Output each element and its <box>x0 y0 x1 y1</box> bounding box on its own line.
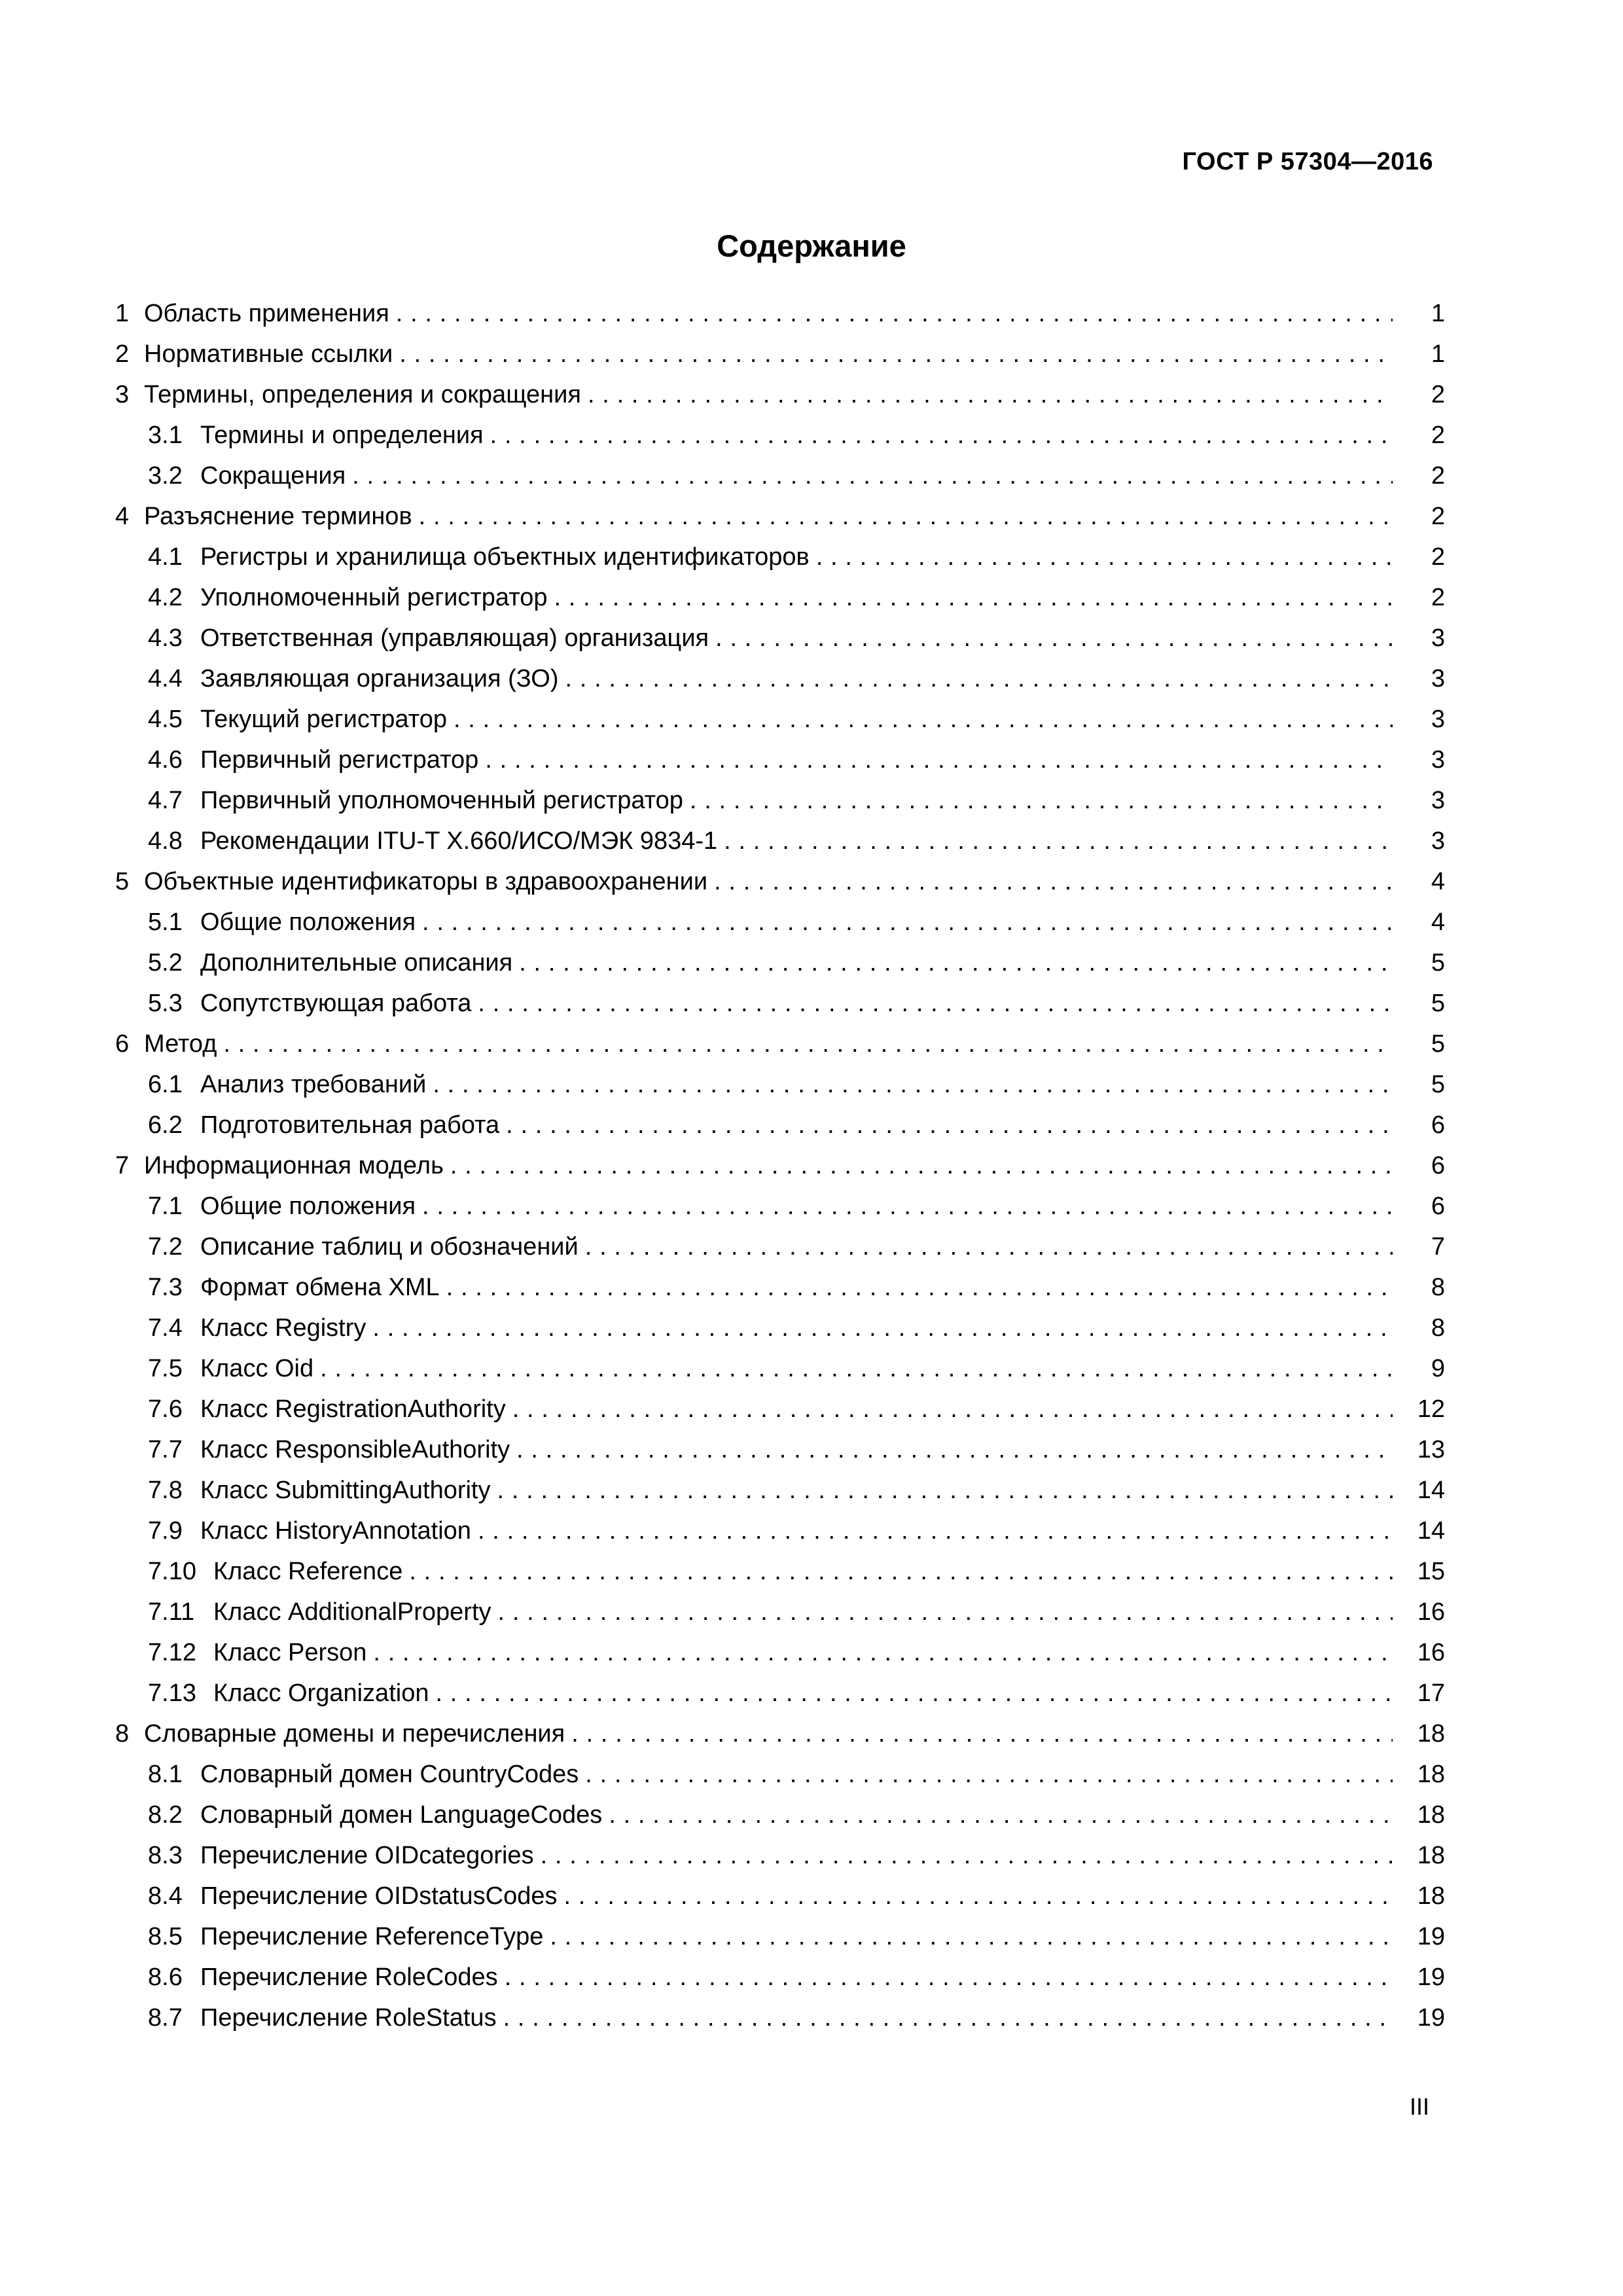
toc-entry-title: Общие положения <box>200 1193 416 1220</box>
toc-entry[interactable] <box>115 618 1445 658</box>
toc-entry-page: 7 <box>1393 1227 1445 1267</box>
toc-entry-title: Область применения <box>144 300 389 327</box>
toc-entry-page: 19 <box>1393 1916 1445 1957</box>
toc-entry-page: 3 <box>1393 740 1445 780</box>
toc-entry-number: 7.11 <box>148 1598 195 1626</box>
toc-entry-number: 4.3 <box>148 624 183 652</box>
toc-entry-number: 7.3 <box>148 1274 183 1301</box>
toc-entry-number: 7.12 <box>148 1639 196 1666</box>
page-title: Содержание <box>717 228 906 263</box>
toc-entry-leader <box>115 658 1393 699</box>
toc-entry[interactable] <box>115 780 1445 821</box>
toc-entry-leader <box>115 1957 1393 1998</box>
toc-entry-leader <box>115 415 1393 456</box>
toc-entry-number: 8.5 <box>148 1923 183 1950</box>
toc-entry-page: 18 <box>1393 1795 1445 1835</box>
toc-entry[interactable] <box>115 415 1445 456</box>
toc-entry-number: 8.2 <box>148 1801 183 1829</box>
toc-entry[interactable] <box>115 496 1445 537</box>
toc-entry-page: 14 <box>1393 1511 1445 1551</box>
toc-entry-title: Термины и определения <box>200 422 484 449</box>
toc-entry-title: Описание таблиц и обозначений <box>200 1233 579 1261</box>
toc-entry-leader <box>115 821 1393 861</box>
toc-entry-leader <box>115 1145 1393 1186</box>
toc-entry-title: Объектные идентификаторы в здравоохранении <box>144 868 708 895</box>
toc-entry[interactable] <box>115 983 1445 1024</box>
toc-entry-number: 6.2 <box>148 1111 183 1139</box>
toc-entry-page: 4 <box>1393 902 1445 942</box>
toc-entry-number: 4 <box>115 503 130 530</box>
toc-entry-title: Класс Reference <box>213 1558 403 1585</box>
toc-entry-leader <box>115 1429 1393 1470</box>
toc-entry[interactable] <box>115 1713 1445 1754</box>
toc-entry-title: Словарный домен LanguageCodes <box>200 1801 603 1829</box>
toc-entry-title: Перечисление OIDstatusCodes <box>200 1882 558 1910</box>
toc-entry-page: 4 <box>1393 861 1445 902</box>
toc-entry[interactable] <box>115 1470 1445 1511</box>
toc-entry-page: 1 <box>1393 293 1445 334</box>
toc-entry-number: 4.6 <box>148 746 183 774</box>
toc-entry-title: Словарный домен CountryCodes <box>200 1761 579 1788</box>
toc-entry-leader <box>115 618 1393 658</box>
toc-entry-title: Подготовительная работа <box>200 1111 500 1139</box>
toc-entry-number: 3.2 <box>148 462 183 490</box>
toc-entry-page: 12 <box>1393 1389 1445 1429</box>
toc-entry-number: 7.2 <box>148 1233 183 1261</box>
toc-entry[interactable] <box>115 902 1445 942</box>
toc-entry[interactable] <box>115 1145 1445 1186</box>
toc-entry-page: 2 <box>1393 374 1445 415</box>
toc-entry-title: Класс RegistrationAuthority <box>200 1395 506 1423</box>
toc-entry-page: 5 <box>1393 1024 1445 1064</box>
toc-entry-title: Уполномоченный регистратор <box>200 584 548 611</box>
toc-entry-page: 16 <box>1393 1632 1445 1673</box>
toc-entry-number: 3 <box>115 381 130 408</box>
toc-entry-title: Перечисление RoleCodes <box>200 1964 498 1991</box>
toc-entry-leader <box>115 496 1393 537</box>
toc-entry-leader <box>115 293 1393 334</box>
toc-entry-title: Перечисление RoleStatus <box>200 2004 497 2032</box>
toc-entry-number: 5.3 <box>148 990 183 1017</box>
toc-entry[interactable] <box>115 1429 1445 1470</box>
toc-entry-number: 8.1 <box>148 1761 183 1788</box>
toc-entry-title: Класс Registry <box>200 1314 366 1342</box>
toc-entry-leader <box>115 577 1393 618</box>
toc-entry-leader <box>115 1064 1393 1105</box>
toc-entry[interactable] <box>115 1267 1445 1308</box>
toc-entry-title: Класс HistoryAnnotation <box>200 1517 471 1545</box>
toc-entry-leader <box>115 1308 1393 1348</box>
toc-entry-title: Сокращения <box>200 462 346 490</box>
toc-entry-number: 4.4 <box>148 665 183 692</box>
toc-entry-page: 9 <box>1393 1348 1445 1389</box>
toc-entry-page: 2 <box>1393 577 1445 618</box>
toc-entry-page: 18 <box>1393 1713 1445 1754</box>
toc-entry[interactable] <box>115 1348 1445 1389</box>
toc-entry-page: 6 <box>1393 1105 1445 1145</box>
toc-entry-page: 16 <box>1393 1592 1445 1632</box>
toc-entry[interactable] <box>115 1673 1445 1713</box>
toc-entry[interactable] <box>115 1754 1445 1795</box>
toc-entry-title: Рекомендации ITU-T X.660/ИСО/МЭК 9834-1 <box>200 827 718 855</box>
toc-entry-title: Класс Organization <box>213 1679 429 1707</box>
toc-entry-number: 7.10 <box>148 1558 196 1585</box>
toc-entry-number: 7.4 <box>148 1314 183 1342</box>
toc-entry[interactable] <box>115 1227 1445 1267</box>
toc-entry-leader <box>115 861 1393 902</box>
page-number: III <box>1409 2093 1429 2120</box>
toc-entry-leader <box>115 456 1393 496</box>
toc-entry[interactable] <box>115 1511 1445 1551</box>
toc-entry-page: 14 <box>1393 1470 1445 1511</box>
toc-entry-number: 2 <box>115 340 130 368</box>
toc-entry-leader <box>115 1024 1393 1064</box>
toc-entry[interactable] <box>115 1551 1445 1592</box>
toc-entry-leader <box>115 942 1393 983</box>
toc-entry-number: 8.3 <box>148 1842 183 1869</box>
toc-entry[interactable] <box>115 456 1445 496</box>
toc-entry-page: 2 <box>1393 496 1445 537</box>
toc-entry-page: 18 <box>1393 1754 1445 1795</box>
toc-entry-title: Регистры и хранилища объектных идентификаторов <box>200 543 810 571</box>
toc-entry[interactable] <box>115 1389 1445 1429</box>
toc-entry-title: Термины, определения и сокращения <box>144 381 581 408</box>
toc-entry-page: 6 <box>1393 1186 1445 1227</box>
toc-entry-number: 7.1 <box>148 1193 183 1220</box>
toc-entry-number: 5 <box>115 868 130 895</box>
toc-entry[interactable] <box>115 658 1445 699</box>
toc-entry-title: Класс Oid <box>200 1355 314 1382</box>
toc-entry[interactable] <box>115 1105 1445 1145</box>
toc-entry[interactable] <box>115 1064 1445 1105</box>
toc-entry-page: 5 <box>1393 983 1445 1024</box>
toc-entry-page: 6 <box>1393 1145 1445 1186</box>
toc-entry-title: Ответственная (управляющая) организация <box>200 624 709 652</box>
toc-entry-leader <box>115 1511 1393 1551</box>
toc-entry-leader <box>115 699 1393 740</box>
toc-entry-leader <box>115 1348 1393 1389</box>
toc-entry-leader <box>115 740 1393 780</box>
toc-entry-leader <box>115 537 1393 577</box>
toc-entry-number: 7.9 <box>148 1517 183 1545</box>
toc-entry-leader <box>115 1389 1393 1429</box>
toc-entry[interactable] <box>115 699 1445 740</box>
toc-entry[interactable] <box>115 740 1445 780</box>
toc-entry-title: Нормативные ссылки <box>144 340 393 368</box>
toc-entry-number: 7.5 <box>148 1355 183 1382</box>
toc-entry-title: Разъяснение терминов <box>144 503 412 530</box>
toc-entry-number: 8.7 <box>148 2004 183 2032</box>
toc-entry-number: 5.1 <box>148 908 183 936</box>
toc-entry-page: 5 <box>1393 1064 1445 1105</box>
toc-entry-title: Первичный уполномоченный регистратор <box>200 787 683 814</box>
toc-entry-page: 17 <box>1393 1673 1445 1713</box>
toc-entry-title: Анализ требований <box>200 1071 427 1098</box>
toc-entry-leader <box>115 334 1393 374</box>
table-of-contents <box>115 293 1445 2038</box>
toc-entry[interactable] <box>115 577 1445 618</box>
toc-entry-page: 18 <box>1393 1876 1445 1916</box>
toc-entry[interactable] <box>115 1308 1445 1348</box>
toc-entry-title: Перечисление OIDcategories <box>200 1842 534 1869</box>
toc-entry-leader <box>115 1754 1393 1795</box>
toc-entry-leader <box>115 374 1393 415</box>
toc-entry-title: Класс Person <box>213 1639 367 1666</box>
toc-entry-title: Информационная модель <box>144 1152 444 1179</box>
toc-entry-leader <box>115 1998 1393 2038</box>
toc-entry-number: 4.5 <box>148 706 183 733</box>
toc-entry[interactable] <box>115 1998 1445 2038</box>
toc-entry[interactable] <box>115 334 1445 374</box>
toc-entry[interactable] <box>115 537 1445 577</box>
toc-entry-leader <box>115 1186 1393 1227</box>
toc-entry-leader <box>115 1470 1393 1511</box>
toc-entry-number: 7.7 <box>148 1436 183 1463</box>
toc-entry-page: 15 <box>1393 1551 1445 1592</box>
toc-entry-leader <box>115 1105 1393 1145</box>
toc-entry-page: 3 <box>1393 780 1445 821</box>
toc-entry-leader <box>115 780 1393 821</box>
toc-entry-leader <box>115 1876 1393 1916</box>
toc-entry-number: 8 <box>115 1720 130 1748</box>
toc-entry[interactable] <box>115 1835 1445 1876</box>
toc-entry-page: 5 <box>1393 942 1445 983</box>
toc-entry-number: 1 <box>115 300 130 327</box>
toc-entry-title: Класс SubmittingAuthority <box>200 1477 491 1504</box>
toc-entry-number: 7.6 <box>148 1395 183 1423</box>
toc-entry-title: Текущий регистратор <box>200 706 447 733</box>
toc-entry[interactable] <box>115 1795 1445 1835</box>
toc-entry[interactable] <box>115 861 1445 902</box>
toc-entry-leader <box>115 1267 1393 1308</box>
toc-entry-title: Перечисление ReferenceType <box>200 1923 544 1950</box>
toc-entry-number: 3.1 <box>148 422 183 449</box>
toc-entry-leader <box>115 983 1393 1024</box>
toc-entry-page: 3 <box>1393 699 1445 740</box>
toc-entry[interactable] <box>115 1632 1445 1673</box>
toc-entry[interactable] <box>115 821 1445 861</box>
toc-entry[interactable] <box>115 1957 1445 1998</box>
toc-entry-title: Словарные домены и перечисления <box>144 1720 565 1748</box>
toc-entry[interactable] <box>115 942 1445 983</box>
toc-entry-leader <box>115 902 1393 942</box>
toc-entry-number: 7.8 <box>148 1477 183 1504</box>
toc-entry-leader <box>115 1713 1393 1754</box>
toc-entry-number: 4.8 <box>148 827 183 855</box>
toc-entry-page: 3 <box>1393 618 1445 658</box>
toc-entry[interactable] <box>115 1592 1445 1632</box>
toc-entry-title: Первичный регистратор <box>200 746 479 774</box>
toc-entry-number: 4.7 <box>148 787 183 814</box>
toc-entry-title: Метод <box>144 1030 217 1058</box>
toc-entry-page: 19 <box>1393 1998 1445 2038</box>
toc-entry-title: Класс AdditionalProperty <box>213 1598 491 1626</box>
toc-entry-page: 3 <box>1393 658 1445 699</box>
toc-entry-title: Общие положения <box>200 908 416 936</box>
toc-entry[interactable] <box>115 1916 1445 1957</box>
toc-entry-number: 7 <box>115 1152 130 1179</box>
toc-entry-leader <box>115 1795 1393 1835</box>
toc-entry-number: 7.13 <box>148 1679 196 1707</box>
toc-entry-title: Дополнительные описания <box>200 949 513 977</box>
toc-entry-page: 3 <box>1393 821 1445 861</box>
toc-entry-number: 6 <box>115 1030 130 1058</box>
toc-entry-number: 4.1 <box>148 543 183 571</box>
toc-entry-title: Заявляющая организация (ЗО) <box>200 665 559 692</box>
document-id: ГОСТ Р 57304—2016 <box>1182 148 1433 175</box>
toc-entry[interactable] <box>115 1024 1445 1064</box>
toc-entry-title: Класс ResponsibleAuthority <box>200 1436 510 1463</box>
toc-entry[interactable] <box>115 293 1445 334</box>
toc-entry-page: 8 <box>1393 1308 1445 1348</box>
toc-entry-title: Формат обмена XML <box>200 1274 440 1301</box>
toc-entry-leader <box>115 1551 1393 1592</box>
toc-entry-number: 8.4 <box>148 1882 183 1910</box>
toc-entry-number: 5.2 <box>148 949 183 977</box>
toc-entry-number: 8.6 <box>148 1964 183 1991</box>
toc-entry-leader <box>115 1835 1393 1876</box>
toc-entry[interactable] <box>115 374 1445 415</box>
toc-entry-page: 1 <box>1393 334 1445 374</box>
toc-entry-page: 19 <box>1393 1957 1445 1998</box>
toc-entry-leader <box>115 1916 1393 1957</box>
toc-entry-page: 13 <box>1393 1429 1445 1470</box>
toc-entry-number: 4.2 <box>148 584 183 611</box>
toc-entry-page: 8 <box>1393 1267 1445 1308</box>
toc-entry-leader <box>115 1632 1393 1673</box>
toc-entry-leader <box>115 1592 1393 1632</box>
toc-entry-leader <box>115 1227 1393 1267</box>
toc-entry-page: 2 <box>1393 456 1445 496</box>
toc-entry-page: 2 <box>1393 537 1445 577</box>
toc-entry-title: Сопутствующая работа <box>200 990 472 1017</box>
toc-entry-leader <box>115 1673 1393 1713</box>
toc-entry[interactable] <box>115 1186 1445 1227</box>
toc-entry-number: 6.1 <box>148 1071 183 1098</box>
toc-entry-page: 2 <box>1393 415 1445 456</box>
toc-entry-page: 18 <box>1393 1835 1445 1876</box>
toc-entry[interactable] <box>115 1876 1445 1916</box>
